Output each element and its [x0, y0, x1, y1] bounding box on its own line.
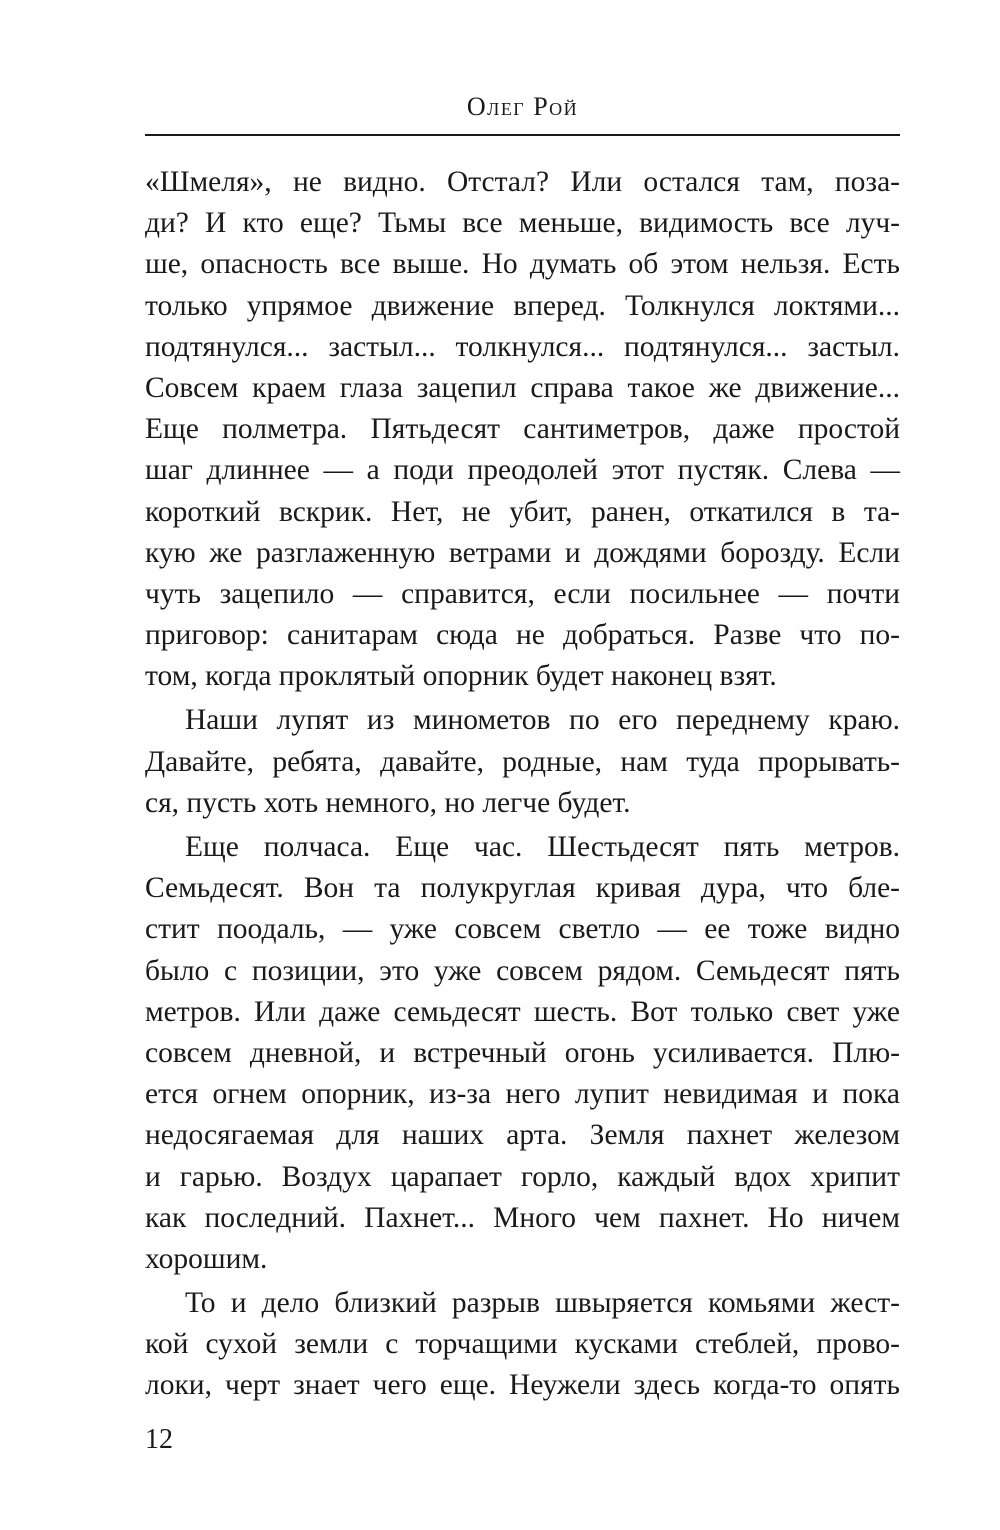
page-number: 12 — [145, 1424, 173, 1455]
text-line: кой сухой земли с торчащими кусками стеблей, прово- — [145, 1328, 900, 1361]
text-line: То и дело близкий разрыв швыряется комьями жест- — [185, 1287, 900, 1320]
text-line: Давайте, ребята, давайте, родные, нам туда прорывать- — [145, 745, 900, 778]
text-line: Совсем краем глаза зацепил справа такое же движение... — [145, 371, 900, 404]
text-line: Еще полметра. Пятьдесят сантиметров, даже простой — [145, 413, 900, 446]
text-line: и гарью. Воздух царапает горло, каждый вдох хрипит — [145, 1160, 900, 1193]
text-line: приговор: санитарам сюда не добраться. Разве что по- — [145, 619, 900, 652]
text-line: метров. Или даже семьдесят шесть. Вот только свет уже — [145, 995, 900, 1028]
text-line: Семьдесят. Вон та полукруглая кривая дура, что бле- — [145, 872, 900, 905]
text-line: ди? И кто еще? Тьмы все меньше, видимость все луч- — [145, 207, 900, 240]
paragraph — [145, 1283, 900, 1407]
paragraph — [145, 827, 900, 1280]
text-line: недосягаемая для наших арта. Земля пахнет железом — [145, 1119, 900, 1152]
text-line: локи, черт знает чего еще. Неужели здесь когда-то опять — [145, 1369, 900, 1402]
paragraph — [145, 700, 900, 824]
text-line: «Шмеля», не видно. Отстал? Или остался там, поза- — [145, 166, 900, 198]
text-line: только упрямое движение вперед. Толкнулся локтями... — [145, 289, 900, 322]
text-line: Еще полчаса. Еще час. Шестьдесят пять метров. — [185, 831, 900, 863]
header-rule — [145, 134, 900, 136]
running-head: Олег Рой — [466, 92, 579, 121]
text-line: кую же разглаженную ветрами и дождями борозду. Если — [145, 536, 900, 569]
text-line: было с позиции, это уже совсем рядом. Семьдесят пять — [145, 954, 900, 987]
text-line: ется огнем опорник, из-за него лупит невидимая и пока — [145, 1078, 900, 1111]
text-line: короткий вскрик. Нет, не убит, ранен, откатился в та- — [145, 495, 900, 528]
text-line: как последний. Пахнет... Много чем пахнет. Но ничем — [145, 1201, 900, 1234]
body-text — [145, 162, 900, 1407]
text-line: совсем дневной, и встречный огонь усиливается. Плю- — [145, 1036, 900, 1069]
text-line: Наши лупят из минометов по его переднему краю. — [185, 704, 900, 737]
text-line: подтянулся... застыл... толкнулся... подтянулся... застыл. — [145, 330, 900, 363]
text-line: стит поодаль, — уже совсем светло — ее тоже видно — [145, 913, 900, 946]
text-line: хорошим. — [145, 1242, 268, 1275]
text-line: ся, пусть хоть немного, но легче будет. — [145, 786, 631, 819]
paragraph — [145, 162, 900, 697]
text-line: шаг длиннее — а поди преодолей этот пустяк. Слева — — [145, 454, 900, 487]
text-line: чуть зацепило — справится, если посильнее — почти — [145, 577, 900, 610]
text-line: ше, опасность все выше. Но думать об этом нельзя. Есть — [145, 248, 900, 281]
text-line: том, когда проклятый опорник будет наконец взят. — [145, 660, 777, 693]
